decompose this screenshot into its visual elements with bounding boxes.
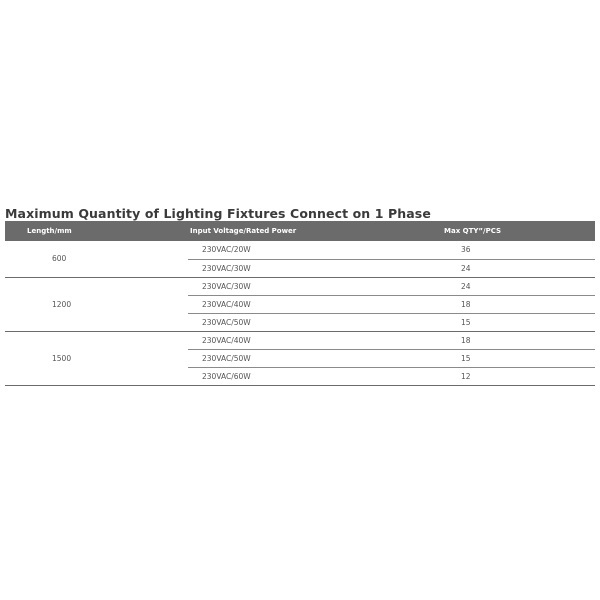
qty-cell: 15: [428, 313, 595, 331]
voltage-cell: 230VAC/40W: [188, 295, 428, 313]
voltage-cell: 230VAC/50W: [188, 313, 428, 331]
table-row: [5, 241, 595, 259]
header-row: [5, 221, 595, 241]
table-row: [5, 331, 595, 349]
length-cell: 1200: [5, 277, 188, 331]
length-cell: 600: [5, 241, 188, 277]
voltage-cell: 230VAC/30W: [188, 259, 428, 277]
document: [5, 206, 595, 386]
length-cell: 1500: [5, 331, 188, 385]
voltage-cell: 230VAC/20W: [188, 241, 428, 259]
voltage-cell: 230VAC/60W: [188, 367, 428, 385]
header-length: Length/mm: [5, 221, 188, 241]
voltage-cell: 230VAC/30W: [188, 277, 428, 295]
qty-cell: 18: [428, 295, 595, 313]
fixtures-table: [5, 221, 595, 386]
qty-cell: 24: [428, 277, 595, 295]
qty-cell: 12: [428, 367, 595, 385]
qty-cell: 18: [428, 331, 595, 349]
header-voltage: Input Voltage/Rated Power: [188, 221, 428, 241]
header-qty: Max QTY”/PCS: [428, 221, 595, 241]
qty-cell: 36: [428, 241, 595, 259]
table-title: Maximum Quantity of Lighting Fixtures Connect on 1 Phase: [5, 206, 431, 221]
voltage-cell: 230VAC/50W: [188, 349, 428, 367]
qty-cell: 15: [428, 349, 595, 367]
qty-cell: 24: [428, 259, 595, 277]
voltage-cell: 230VAC/40W: [188, 331, 428, 349]
table-row: [5, 277, 595, 295]
